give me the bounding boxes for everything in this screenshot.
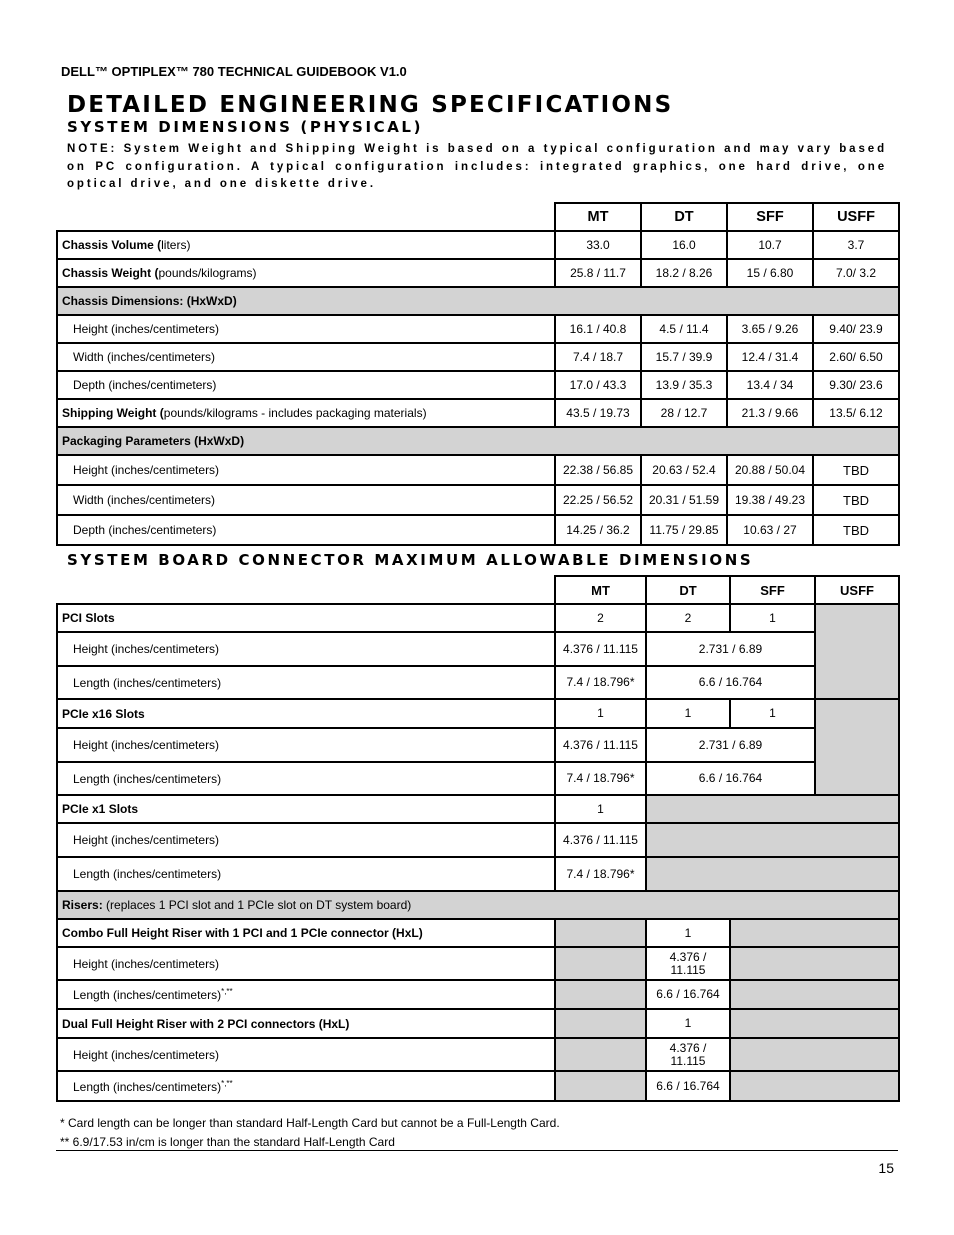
row-label: Height (inches/centimeters) <box>57 632 555 666</box>
cell-dt: 1 <box>646 1009 730 1038</box>
cell-na <box>555 1009 646 1038</box>
footnote-card-length: * Card length can be longer than standard Half-Length Card but cannot be a Full-Length Card. <box>60 1116 560 1130</box>
cell-mt: 7.4 / 18.7 <box>555 343 641 371</box>
cell-dt: 1 <box>646 699 730 728</box>
table-row <box>57 699 899 728</box>
section-row <box>57 891 899 919</box>
row-label: Height (inches/centimeters) <box>57 728 555 762</box>
column-header-usff: USFF <box>813 203 899 231</box>
cell-sff: 3.65 / 9.26 <box>727 315 813 343</box>
table-row <box>57 632 899 666</box>
cell-dt: 4.376 / 11.115 <box>646 1038 730 1071</box>
row-label: PCI Slots <box>57 604 555 632</box>
cell-mt: 14.25 / 36.2 <box>555 515 641 545</box>
connector-dimensions-table <box>56 575 900 1102</box>
table-row <box>57 259 899 287</box>
cell-na <box>730 980 899 1009</box>
cell-mt: 1 <box>555 699 646 728</box>
row-label: Shipping Weight (pounds/kilograms - includes packaging materials) <box>57 399 555 427</box>
cell-na <box>646 823 899 857</box>
cell-dt: 13.9 / 35.3 <box>641 371 727 399</box>
column-header-dt: DT <box>646 576 730 604</box>
guidebook-title: DELL™ OPTIPLEX™ 780 TECHNICAL GUIDEBOOK V1.0 <box>61 64 407 79</box>
cell-dt: 18.2 / 8.26 <box>641 259 727 287</box>
row-label: Depth (inches/centimeters) <box>57 371 555 399</box>
column-header-sff: SFF <box>727 203 813 231</box>
cell-mt: 17.0 / 43.3 <box>555 371 641 399</box>
cell-sff: 10.7 <box>727 231 813 259</box>
cell-dt: 28 / 12.7 <box>641 399 727 427</box>
column-header-mt: MT <box>555 203 641 231</box>
cell-usff: 13.5/ 6.12 <box>813 399 899 427</box>
subsection-title-dimensions: SYSTEM DIMENSIONS (PHYSICAL) <box>67 118 424 136</box>
table-row <box>57 455 899 485</box>
subsection-title-connectors: SYSTEM BOARD CONNECTOR MAXIMUM ALLOWABLE DIMENSIONS <box>67 551 754 569</box>
cell-na <box>730 1071 899 1101</box>
table-row <box>57 515 899 545</box>
table-row <box>57 728 899 762</box>
cell-mt: 22.38 / 56.85 <box>555 455 641 485</box>
cell-usff: 9.40/ 23.9 <box>813 315 899 343</box>
cell-mt: 16.1 / 40.8 <box>555 315 641 343</box>
table-row <box>57 315 899 343</box>
cell-dt: 2 <box>646 604 730 632</box>
table-row <box>57 399 899 427</box>
cell-sff: 15 / 6.80 <box>727 259 813 287</box>
header-blank <box>57 203 555 231</box>
row-label: Chassis Weight (pounds/kilograms) <box>57 259 555 287</box>
cell-mt: 7.4 / 18.796* <box>555 857 646 891</box>
cell-sff: 1 <box>730 604 815 632</box>
cell-usff-na <box>815 604 899 699</box>
cell-na <box>555 1038 646 1071</box>
cell-na <box>555 947 646 980</box>
row-label: Width (inches/centimeters) <box>57 485 555 515</box>
cell-dt: 16.0 <box>641 231 727 259</box>
table-row <box>57 919 899 947</box>
row-label: Height (inches/centimeters) <box>57 455 555 485</box>
cell-mt: 33.0 <box>555 231 641 259</box>
cell-dt-sff: 2.731 / 6.89 <box>646 632 815 666</box>
cell-na <box>730 1038 899 1071</box>
cell-sff: 20.88 / 50.04 <box>727 455 813 485</box>
cell-usff: 3.7 <box>813 231 899 259</box>
cell-dt-sff: 6.6 / 16.764 <box>646 762 815 795</box>
cell-dt: 4.376 / 11.115 <box>646 947 730 980</box>
cell-usff: 7.0/ 3.2 <box>813 259 899 287</box>
table-row <box>57 485 899 515</box>
cell-usff: 9.30/ 23.6 <box>813 371 899 399</box>
cell-na <box>555 1071 646 1101</box>
row-label: Dual Full Height Riser with 2 PCI connectors (HxL) <box>57 1009 555 1038</box>
cell-usff: TBD <box>813 485 899 515</box>
cell-usff: TBD <box>813 515 899 545</box>
cell-mt: 2 <box>555 604 646 632</box>
cell-sff: 10.63 / 27 <box>727 515 813 545</box>
cell-na <box>555 919 646 947</box>
table-row <box>57 762 899 795</box>
footnote-half-length: ** 6.9/17.53 in/cm is longer than the standard Half-Length Card <box>60 1135 395 1149</box>
cell-mt: 22.25 / 56.52 <box>555 485 641 515</box>
cell-mt: 7.4 / 18.796* <box>555 666 646 699</box>
page-number: 15 <box>878 1160 894 1176</box>
cell-mt: 4.376 / 11.115 <box>555 728 646 762</box>
section-row <box>57 427 899 455</box>
table-row <box>57 666 899 699</box>
cell-mt: 1 <box>555 795 646 823</box>
row-label: PCIe x1 Slots <box>57 795 555 823</box>
cell-usff: TBD <box>813 455 899 485</box>
row-label: Combo Full Height Riser with 1 PCI and 1 PCIe connector (HxL) <box>57 919 555 947</box>
column-header-mt: MT <box>555 576 646 604</box>
table-row <box>57 823 899 857</box>
row-label: PCIe x16 Slots <box>57 699 555 728</box>
cell-na <box>555 980 646 1009</box>
cell-sff: 12.4 / 31.4 <box>727 343 813 371</box>
cell-mt: 43.5 / 19.73 <box>555 399 641 427</box>
column-header-usff: USFF <box>815 576 899 604</box>
cell-sff: 21.3 / 9.66 <box>727 399 813 427</box>
row-label: Height (inches/centimeters) <box>57 947 555 980</box>
table-row <box>57 795 899 823</box>
column-header-dt: DT <box>641 203 727 231</box>
cell-dt-sff: 2.731 / 6.89 <box>646 728 815 762</box>
cell-sff: 13.4 / 34 <box>727 371 813 399</box>
table-row <box>57 1038 899 1071</box>
cell-sff: 19.38 / 49.23 <box>727 485 813 515</box>
table-row <box>57 343 899 371</box>
chassis-dimensions-heading: Chassis Dimensions: (HxWxD) <box>57 287 899 315</box>
cell-na <box>646 857 899 891</box>
risers-heading: Risers: (replaces 1 PCI slot and 1 PCIe slot on DT system board) <box>57 891 899 919</box>
section-title: DETAILED ENGINEERING SPECIFICATIONS <box>67 92 674 118</box>
table-row <box>57 231 899 259</box>
cell-dt: 20.31 / 51.59 <box>641 485 727 515</box>
row-label: Height (inches/centimeters) <box>57 315 555 343</box>
cell-dt: 11.75 / 29.85 <box>641 515 727 545</box>
cell-mt: 4.376 / 11.115 <box>555 823 646 857</box>
row-label: Length (inches/centimeters) <box>57 666 555 699</box>
cell-mt: 25.8 / 11.7 <box>555 259 641 287</box>
row-label: Length (inches/centimeters)*,** <box>57 980 555 1009</box>
table-row <box>57 980 899 1009</box>
cell-na <box>730 1009 899 1038</box>
footer-divider <box>56 1150 898 1151</box>
table-row <box>57 1071 899 1101</box>
cell-mt: 7.4 / 18.796* <box>555 762 646 795</box>
cell-dt-sff: 6.6 / 16.764 <box>646 666 815 699</box>
row-label: Length (inches/centimeters) <box>57 762 555 795</box>
table-row <box>57 604 899 632</box>
cell-dt: 15.7 / 39.9 <box>641 343 727 371</box>
cell-usff-na <box>815 699 899 795</box>
cell-dt: 1 <box>646 919 730 947</box>
table-row <box>57 371 899 399</box>
row-label: Length (inches/centimeters)*,** <box>57 1071 555 1101</box>
row-label: Chassis Volume (liters) <box>57 231 555 259</box>
cell-dt: 4.5 / 11.4 <box>641 315 727 343</box>
row-label: Width (inches/centimeters) <box>57 343 555 371</box>
row-label: Height (inches/centimeters) <box>57 1038 555 1071</box>
cell-mt: 4.376 / 11.115 <box>555 632 646 666</box>
table-row <box>57 857 899 891</box>
cell-sff: 1 <box>730 699 815 728</box>
system-dimensions-table <box>56 202 900 546</box>
cell-na <box>646 795 899 823</box>
row-label: Depth (inches/centimeters) <box>57 515 555 545</box>
header-blank <box>57 576 555 604</box>
cell-dt: 6.6 / 16.764 <box>646 1071 730 1101</box>
weight-note: NOTE: System Weight and Shipping Weight is based on a typical configuration and may vary based on PC configuration. A typical configuration includes: integrated graphics, one hard drive, one optical drive, and one diskette drive. <box>67 143 887 190</box>
section-row <box>57 287 899 315</box>
table-row <box>57 947 899 980</box>
cell-na <box>730 919 899 947</box>
cell-usff: 2.60/ 6.50 <box>813 343 899 371</box>
cell-dt: 20.63 / 52.4 <box>641 455 727 485</box>
column-header-sff: SFF <box>730 576 815 604</box>
table-row <box>57 1009 899 1038</box>
row-label: Length (inches/centimeters) <box>57 857 555 891</box>
row-label: Height (inches/centimeters) <box>57 823 555 857</box>
packaging-parameters-heading: Packaging Parameters (HxWxD) <box>57 427 899 455</box>
cell-dt: 6.6 / 16.764 <box>646 980 730 1009</box>
cell-na <box>730 947 899 980</box>
